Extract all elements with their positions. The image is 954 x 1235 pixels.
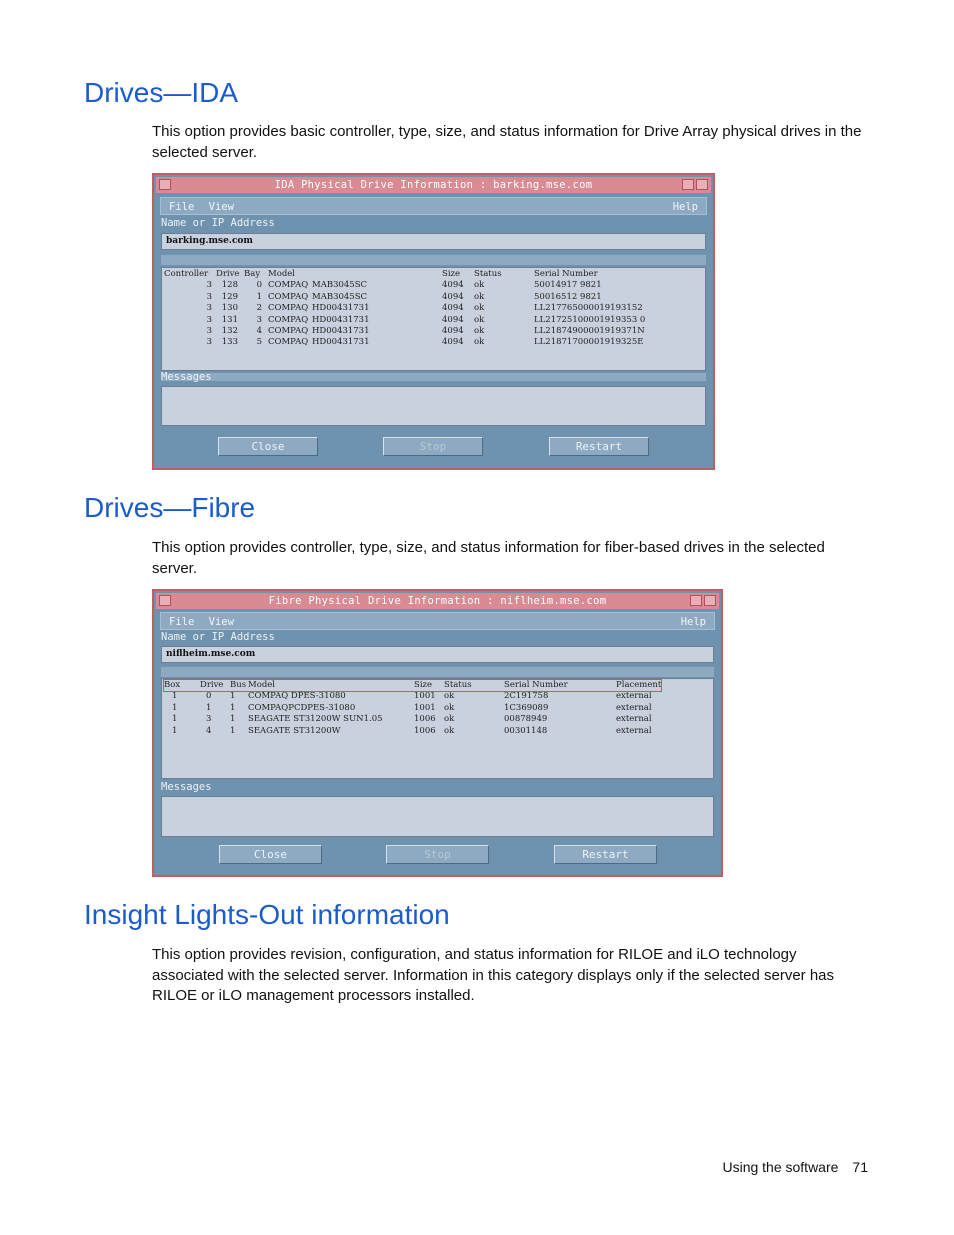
cell: 1	[256, 291, 262, 302]
cell: 50016512 9821	[534, 291, 602, 302]
cell: SEAGATE ST31200W SUN1.05	[248, 714, 383, 725]
maximize-icon[interactable]	[704, 595, 716, 606]
ida-drive-window	[152, 173, 715, 470]
minimize-icon[interactable]	[690, 595, 702, 606]
cell: 3	[206, 303, 212, 314]
cell: 00878949	[504, 714, 548, 725]
column-header: Drive	[216, 269, 240, 279]
cell: 3	[256, 314, 262, 325]
cell: LL21725100001919353 0	[534, 314, 646, 325]
column-header: Drive	[200, 680, 224, 690]
table-row[interactable]	[164, 280, 645, 291]
cell: LL21871700001919325E	[534, 337, 644, 348]
cell: 2C191758	[504, 691, 549, 702]
cell: 3	[206, 314, 212, 325]
cell: HD00431731	[312, 314, 370, 325]
cell: external	[616, 714, 652, 725]
cell: 128	[221, 280, 238, 291]
cell: 1	[172, 714, 178, 725]
close-button[interactable]: Close	[218, 437, 318, 456]
cell: 3	[206, 326, 212, 337]
cell: ok	[444, 691, 455, 702]
section-paragraph-insight-lights-out: This option provides revision, configuration, and status information for RILOE and iLO technology associated with the selected server. Information in this category displays only if the selected server has RILOE or iLO management processors installed.	[152, 946, 835, 1004]
section-heading-insight-lights-out: Insight Lights-Out information	[84, 899, 450, 930]
cell: COMPAQ	[268, 326, 309, 337]
messages-label: Messages	[161, 371, 212, 383]
cell: 50014917 9821	[534, 280, 602, 291]
cell: 1	[230, 691, 236, 702]
cell: COMPAQ DPES-31080	[248, 691, 346, 702]
cell: 130	[221, 303, 238, 314]
section-heading-drives-fibre: Drives—Fibre	[84, 492, 256, 523]
window-title: Fibre Physical Drive Information : niflheim.mse.com	[268, 595, 607, 607]
menu-file[interactable]: File	[169, 201, 195, 213]
table-row[interactable]	[164, 691, 661, 702]
cell: ok	[474, 314, 485, 325]
stop-button[interactable]: Stop	[383, 437, 483, 456]
messages-label: Messages	[161, 781, 212, 793]
cell: ok	[474, 326, 485, 337]
cell: ok	[444, 714, 455, 725]
cell: 1	[206, 702, 212, 713]
cell: 1C369089	[504, 702, 549, 713]
cell: 132	[221, 326, 238, 337]
table-row[interactable]	[164, 726, 661, 737]
window-titlebar	[156, 593, 719, 609]
cell: 4	[256, 326, 262, 337]
cell: MAB3045SC	[312, 291, 368, 302]
column-header	[312, 269, 442, 280]
cell: external	[616, 691, 652, 702]
cell: COMPAQ	[268, 280, 309, 291]
cell: 00301148	[504, 725, 548, 736]
cell: 0	[206, 691, 212, 702]
cell: 129	[221, 291, 238, 302]
cell: external	[616, 725, 652, 736]
messages-box[interactable]	[161, 796, 714, 837]
column-header: Status	[444, 680, 472, 690]
cell: COMPAQ	[268, 303, 309, 314]
column-header: Size	[442, 269, 461, 279]
address-field[interactable]: niflheim.mse.com	[161, 646, 714, 663]
cell: HD00431731	[312, 337, 370, 348]
cell: 3	[206, 291, 212, 302]
menu-help[interactable]: Help	[672, 201, 698, 213]
drive-list[interactable]	[161, 678, 714, 779]
stop-button[interactable]: Stop	[386, 845, 489, 864]
column-header: Status	[474, 269, 502, 279]
cell: 0	[256, 280, 262, 291]
cell: 1006	[414, 725, 436, 736]
table-row[interactable]	[164, 292, 645, 303]
table-row[interactable]	[164, 337, 645, 348]
column-header: Controller	[164, 269, 209, 279]
cell: COMPAQ	[268, 314, 309, 325]
column-header: Model	[268, 269, 296, 279]
separator	[161, 255, 706, 265]
cell: COMPAQPCDPES-31080	[248, 702, 356, 713]
cell: external	[616, 702, 652, 713]
cell: 1001	[414, 702, 436, 713]
cell: 4094	[442, 326, 464, 337]
column-header: Placement	[616, 680, 662, 690]
table-row[interactable]	[164, 303, 645, 314]
column-header: Serial Number	[504, 680, 568, 690]
table-header-row	[164, 680, 661, 691]
menu-file[interactable]: File	[169, 616, 195, 628]
close-button[interactable]: Close	[219, 845, 322, 864]
section-heading-drives-ida: Drives—IDA	[84, 77, 239, 108]
cell: ok	[474, 303, 485, 314]
cell: 1	[172, 725, 178, 736]
window-titlebar	[156, 177, 711, 193]
cell: SEAGATE ST31200W	[248, 725, 341, 736]
minimize-icon[interactable]	[682, 179, 694, 190]
drive-list[interactable]	[161, 267, 706, 371]
cell: LL21874900001919371N	[534, 326, 645, 337]
section-paragraph-drives-ida: This option provides basic controller, type, size, and status information for Drive Array physical drives in the selected server.	[152, 123, 862, 161]
messages-box[interactable]	[161, 386, 706, 426]
cell: 3	[206, 714, 212, 725]
cell: 4094	[442, 337, 464, 348]
cell: 4094	[442, 291, 464, 302]
address-label: Name or IP Address	[161, 631, 275, 643]
menu-view[interactable]: View	[208, 616, 234, 628]
table-row[interactable]	[164, 315, 645, 326]
address-label: Name or IP Address	[161, 217, 275, 229]
cell: HD00431731	[312, 326, 370, 337]
cell: 5	[256, 337, 262, 348]
cell: 1	[172, 691, 178, 702]
restart-button[interactable]: Restart	[549, 437, 649, 456]
column-header: Serial Number	[534, 269, 598, 279]
cell: COMPAQ	[268, 291, 309, 302]
column-header: Box	[164, 680, 181, 690]
cell: 4094	[442, 280, 464, 291]
section-paragraph-drives-fibre: This option provides controller, type, size, and status information for fiber-based drives in the selected server.	[152, 539, 825, 577]
cell: ok	[474, 291, 485, 302]
table-row[interactable]	[164, 703, 661, 714]
cell: ok	[474, 337, 485, 348]
menu-bar	[160, 612, 715, 630]
maximize-icon[interactable]	[696, 179, 708, 190]
cell: 3	[206, 280, 212, 291]
cell: COMPAQ	[268, 337, 309, 348]
column-header: Bay	[244, 269, 261, 279]
window-menu-icon[interactable]	[159, 179, 171, 190]
cell: 1006	[414, 714, 436, 725]
cell: 4094	[442, 303, 464, 314]
cell: 131	[221, 314, 238, 325]
cell: ok	[444, 702, 455, 713]
cell: 4	[206, 725, 212, 736]
cell: 133	[221, 337, 238, 348]
menu-bar	[160, 197, 707, 215]
window-title: IDA Physical Drive Information : barking.mse.com	[274, 179, 593, 191]
footer-text: Using the software	[722, 1159, 839, 1175]
column-header: Bus	[230, 680, 247, 690]
cell: 1	[230, 714, 236, 725]
cell: HD00431731	[312, 303, 370, 314]
cell: 4094	[442, 314, 464, 325]
menu-help[interactable]: Help	[680, 616, 706, 628]
cell: 1	[230, 725, 236, 736]
fibre-drive-window	[152, 589, 723, 877]
cell: 2	[256, 303, 262, 314]
cell: MAB3045SC	[312, 280, 368, 291]
cell: LL217765000019193152	[534, 303, 643, 314]
address-field[interactable]: barking.mse.com	[161, 233, 706, 250]
window-menu-icon[interactable]	[159, 595, 171, 606]
restart-button[interactable]: Restart	[554, 845, 657, 864]
page-number: 71	[852, 1159, 868, 1175]
cell: 3	[206, 337, 212, 348]
separator	[161, 667, 714, 677]
cell: 1	[172, 702, 178, 713]
menu-view[interactable]: View	[208, 201, 234, 213]
page-footer	[722, 1159, 868, 1175]
cell: 1	[230, 702, 236, 713]
column-header: Size	[414, 680, 433, 690]
column-header: Model	[248, 680, 276, 690]
cell: ok	[444, 725, 455, 736]
table-header-row	[164, 269, 645, 280]
cell: 1001	[414, 691, 436, 702]
table-row[interactable]	[164, 326, 645, 337]
separator	[161, 373, 706, 381]
cell: ok	[474, 280, 485, 291]
table-row[interactable]	[164, 714, 661, 725]
